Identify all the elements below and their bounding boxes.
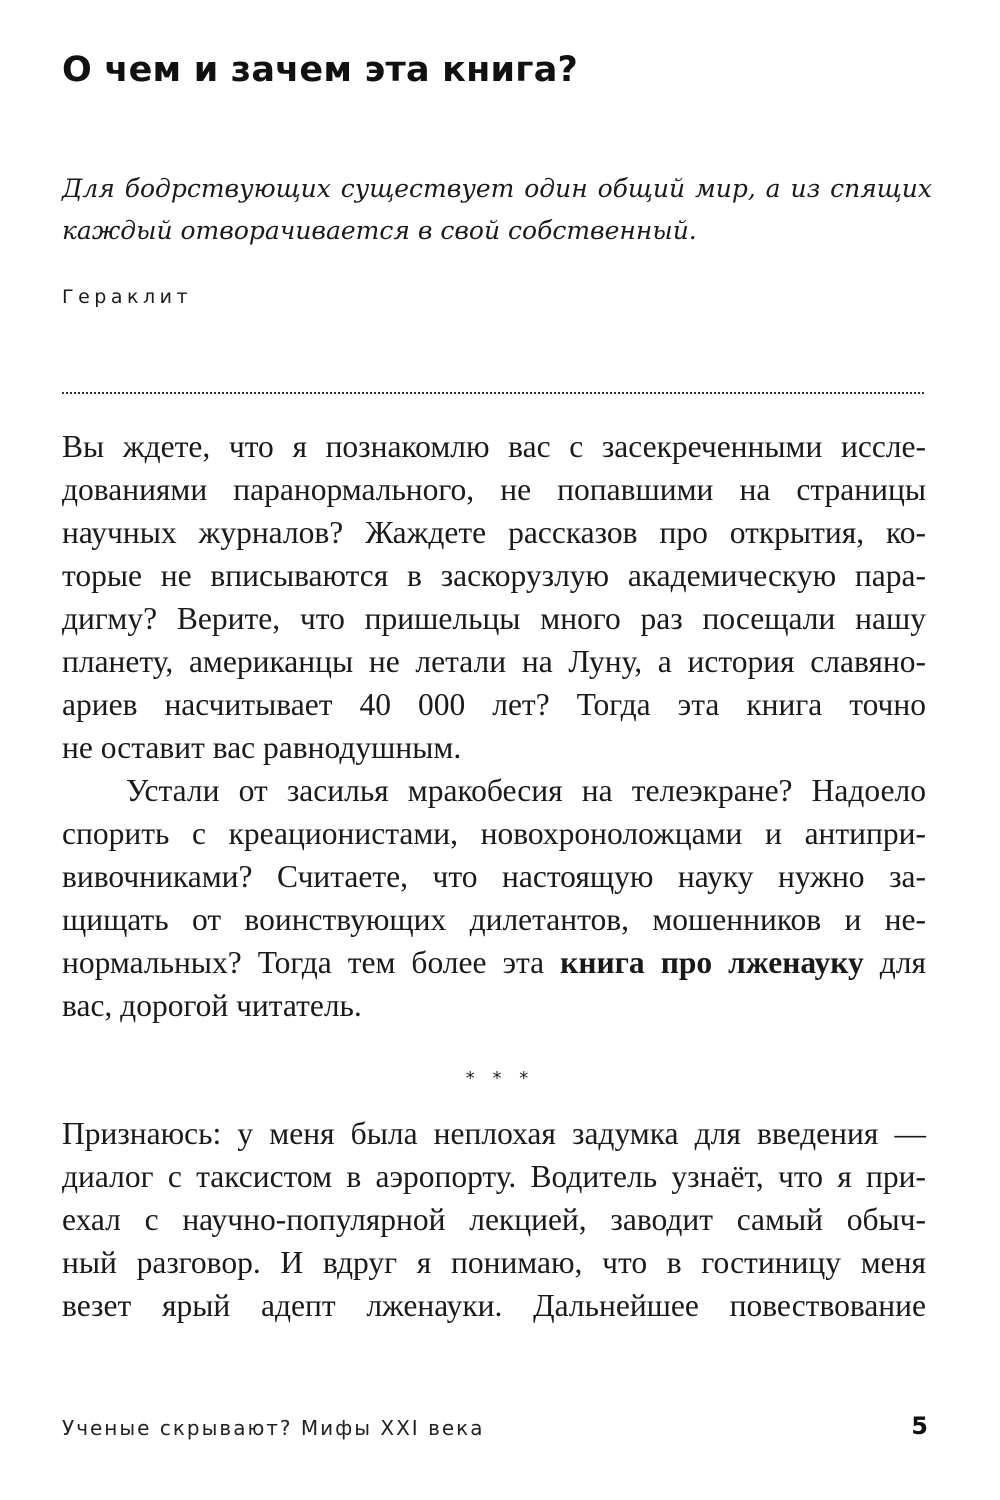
paragraph-text: нормальных? Тогда тем более эта <box>62 945 561 980</box>
page-number: 5 <box>911 1412 928 1440</box>
paragraph-line: торые не вписываются в заскорузлую академическую пара- <box>62 558 926 593</box>
paragraph-line: не оставит вас равнодушным. <box>62 730 462 765</box>
paragraph-line: щищать от воинствующих дилетантов, мошенников и не- <box>62 902 926 937</box>
running-footer-title: Ученые скрывают? Мифы XXI века <box>62 1416 485 1440</box>
body-paragraph-bottom <box>62 1112 926 1327</box>
dotted-divider <box>62 392 924 394</box>
paragraph-line: везет ярый адепт лженауки. Дальнейшее повествование <box>62 1288 926 1323</box>
paragraph-line: дованиями паранормального, не попавшими на страницы <box>62 472 926 507</box>
paragraph-line: ехал с научно-популярной лекцией, заводит самый обыч- <box>62 1202 926 1237</box>
body-paragraphs-top <box>62 425 926 1027</box>
paragraph-line: ариев насчитывает 40 000 лет? Тогда эта книга точно <box>62 687 926 722</box>
paragraph-line: научных журналов? Жаждете рассказов про открытия, ко- <box>62 515 926 550</box>
paragraph-line-mixed <box>62 941 926 984</box>
paragraph-line: дигму? Верите, что пришельцы много раз посещали нашу <box>62 601 926 636</box>
paragraph-line: Признаюсь: у меня была неплохая задумка для введения — <box>62 1116 926 1151</box>
section-separator: * * * <box>465 1068 535 1089</box>
bold-phrase: книга про лженауку <box>560 945 864 980</box>
paragraph-line: планету, американцы не летали на Луну, а история славяно- <box>62 644 926 679</box>
epigraph-line: Для бодрствующих существует один общий мир, а из спящих <box>62 174 932 203</box>
paragraph-line: Вы ждете, что я познакомлю вас с засекреченными иссле- <box>62 429 926 464</box>
paragraph-line: Устали от засилья мракобесия на телеэкране? Надоело <box>126 773 926 808</box>
epigraph-line: каждый отворачивается в свой собственный. <box>62 216 697 245</box>
paragraph-line: ный разговор. И вдруг я понимаю, что в гостиницу меня <box>62 1245 926 1280</box>
paragraph-line: вивочниками? Считаете, что настоящую науку нужно за- <box>62 859 926 894</box>
chapter-title: О чем и зачем эта книга? <box>62 50 579 90</box>
epigraph-quote <box>62 168 932 252</box>
paragraph-line: спорить с креационистами, новохроноложцами и антипри- <box>62 816 926 851</box>
paragraph-line: диалог с таксистом в аэропорту. Водитель узнаёт, что я при- <box>62 1159 926 1194</box>
paragraph-line: вас, дорогой читатель. <box>62 988 362 1023</box>
paragraph-text: для <box>863 945 926 980</box>
epigraph-author: Гераклит <box>62 286 193 308</box>
